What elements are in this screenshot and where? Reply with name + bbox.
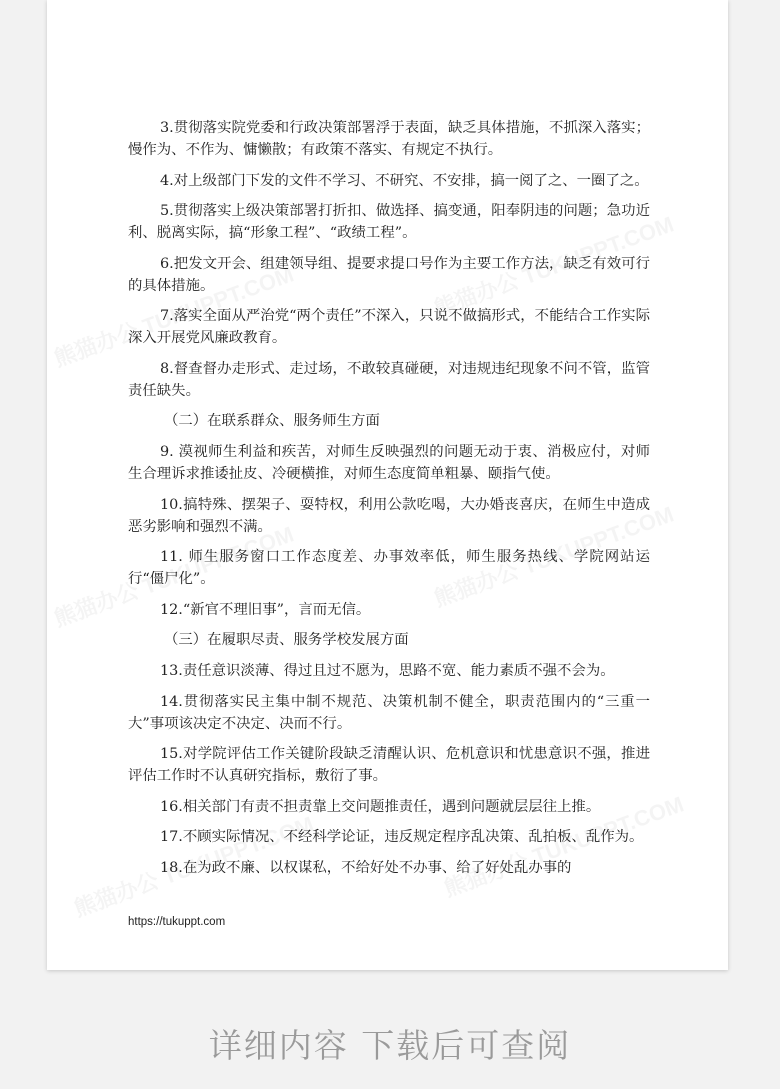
paragraph: 12.“新官不理旧事”，言而无信。 xyxy=(160,601,371,618)
section-heading: （二）在联系群众、服务师生方面 xyxy=(164,413,380,429)
paragraph: 16.相关部门有责不担责靠上交问题推责任，遇到问题就层层往上推。 xyxy=(160,798,601,815)
paragraph: 15.对学院评估工作关键阶段缺乏清醒认识、危机意识和忧患意识不强，推进评估工作时不认真研究指标，敷衍了事。 xyxy=(128,746,650,784)
document-body xyxy=(128,117,650,887)
paragraph: 3.贯彻落实院党委和行政决策部署浮于表面，缺乏具体措施，不抓深入落实；慢作为、不作为、慵懒散；有政策不落实、有规定不执行。 xyxy=(128,120,650,158)
paragraph: 18.在为政不廉、以权谋私，不给好处不办事、给了好处乱办事的 xyxy=(160,859,572,876)
paragraph: 6.把发文开会、组建领导组、提要求提口号作为主要工作方法，缺乏有效可行的具体措施。 xyxy=(128,255,650,294)
document-page xyxy=(47,0,728,970)
paragraph: 9. 漠视师生利益和疾苦，对师生反映强烈的问题无动于衷、消极应付，对师生合理诉求推诿扯皮、冷硬横推，对师生态度简单粗暴、颐指气使。 xyxy=(128,444,650,482)
section-heading: （三）在履职尽责、服务学校发展方面 xyxy=(164,632,409,648)
paragraph: 5.贯彻落实上级决策部署打折扣、做选择、搞变通，阳奉阴违的问题；急功近利、脱离实际，搞“形象工程”、“政绩工程”。 xyxy=(128,203,650,241)
paragraph: 7.落实全面从严治党“两个责任”不深入，只说不做搞形式，不能结合工作实际深入开展党风廉政教育。 xyxy=(128,308,650,346)
download-prompt[interactable]: 详细内容 下载后可查阅 xyxy=(208,1026,572,1065)
paragraph: 11. 师生服务窗口工作态度差、办事效率低，师生服务热线、学院网站运行“僵尸化”。 xyxy=(128,549,650,587)
footer-url: https://tukuppt.com xyxy=(128,916,226,928)
paragraph: 10.搞特殊、摆架子、耍特权，利用公款吃喝，大办婚丧喜庆，在师生中造成恶劣影响和强烈不满。 xyxy=(128,496,650,535)
paragraph: 14.贯彻落实民主集中制不规范、决策机制不健全，职责范围内的“三重一大”事项该决定不决定、决而不行。 xyxy=(128,693,650,732)
paragraph: 13.责任意识淡薄、得过且过不愿为，思路不宽、能力素质不强不会为。 xyxy=(160,663,615,679)
paragraph: 4.对上级部门下发的文件不学习、不研究、不安排，搞一阅了之、一圈了之。 xyxy=(160,172,649,189)
paragraph: 17.不顾实际情况、不经科学论证，违反规定程序乱决策、乱拍板、乱作为。 xyxy=(160,829,644,845)
paragraph: 8.督查督办走形式、走过场，不敢较真碰硬，对违规违纪现象不问不管，监管责任缺失。 xyxy=(128,360,650,399)
